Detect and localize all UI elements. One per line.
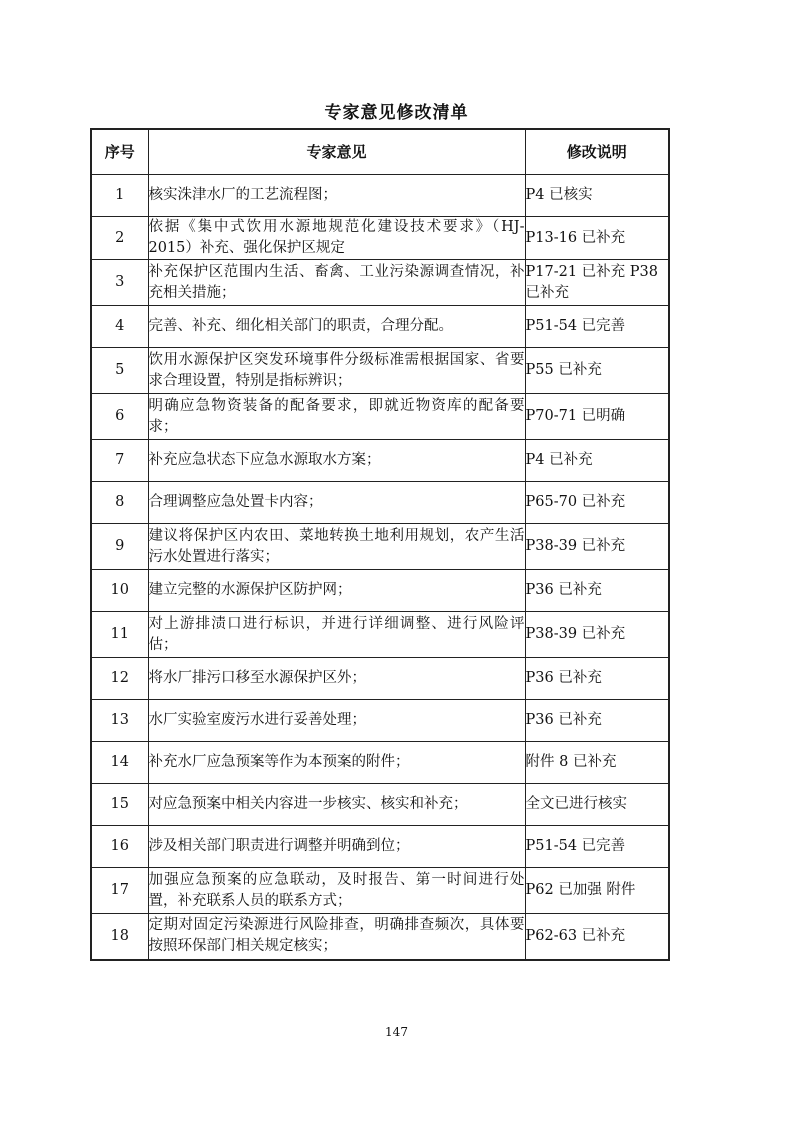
row-number: 18	[91, 914, 148, 960]
row-opinion: 完善、补充、细化相关部门的职责，合理分配。	[148, 306, 525, 348]
table-row	[91, 440, 669, 482]
row-opinion: 核实洙津水厂的工艺流程图；	[148, 175, 525, 217]
table-row	[91, 217, 669, 260]
table-row	[91, 260, 669, 306]
table-row	[91, 700, 669, 742]
table-row	[91, 524, 669, 570]
row-status: P51-54 已完善	[525, 306, 669, 348]
table-row	[91, 742, 669, 784]
row-status: P4 已补充	[525, 440, 669, 482]
row-status: P36 已补充	[525, 700, 669, 742]
row-number: 10	[91, 570, 148, 612]
row-number: 8	[91, 482, 148, 524]
row-opinion: 明确应急物资装备的配备要求，即就近物资库的配备要求；	[148, 394, 525, 440]
row-opinion: 对上游排渍口进行标识，并进行详细调整、进行风险评估；	[148, 612, 525, 658]
row-number: 1	[91, 175, 148, 217]
table-row	[91, 868, 669, 914]
row-opinion: 建议将保护区内农田、菜地转换土地利用规划，农产生活污水处置进行落实；	[148, 524, 525, 570]
table-row	[91, 570, 669, 612]
row-status: P51-54 已完善	[525, 826, 669, 868]
row-number: 2	[91, 217, 148, 260]
row-status: P17-21 已补充 P38 已补充	[525, 260, 669, 306]
table-row	[91, 348, 669, 394]
row-status: P65-70 已补充	[525, 482, 669, 524]
row-opinion: 将水厂排污口移至水源保护区外；	[148, 658, 525, 700]
row-number: 6	[91, 394, 148, 440]
row-number: 13	[91, 700, 148, 742]
table-row	[91, 658, 669, 700]
row-opinion: 建立完整的水源保护区防护网；	[148, 570, 525, 612]
row-status: P62-63 已补充	[525, 914, 669, 960]
row-opinion: 涉及相关部门职责进行调整并明确到位；	[148, 826, 525, 868]
row-status: P62 已加强 附件	[525, 868, 669, 914]
row-status: P38-39 已补充	[525, 612, 669, 658]
row-opinion: 依据《集中式饮用水源地规范化建设技术要求》（HJ-2015）补充、强化保护区规定	[148, 217, 525, 260]
row-opinion: 定期对固定污染源进行风险排查，明确排查频次，具体要按照环保部门相关规定核实；	[148, 914, 525, 960]
row-opinion: 饮用水源保护区突发环境事件分级标准需根据国家、省要求合理设置，特别是指标辨识；	[148, 348, 525, 394]
table-row	[91, 306, 669, 348]
row-number: 14	[91, 742, 148, 784]
table-row	[91, 914, 669, 960]
table-row	[91, 394, 669, 440]
row-opinion: 补充应急状态下应急水源取水方案；	[148, 440, 525, 482]
table-row	[91, 784, 669, 826]
document-title: 专家意见修改清单	[324, 103, 469, 123]
row-status: P38-39 已补充	[525, 524, 669, 570]
header-status: 修改说明	[525, 129, 669, 175]
table-row	[91, 482, 669, 524]
row-status: P4 已核实	[525, 175, 669, 217]
row-status: P13-16 已补充	[525, 217, 669, 260]
row-number: 12	[91, 658, 148, 700]
row-opinion: 补充水厂应急预案等作为本预案的附件；	[148, 742, 525, 784]
row-opinion: 加强应急预案的应急联动，及时报告、第一时间进行处置，补充联系人员的联系方式；	[148, 868, 525, 914]
row-opinion: 水厂实验室废污水进行妥善处理；	[148, 700, 525, 742]
row-status: P70-71 已明确	[525, 394, 669, 440]
row-number: 9	[91, 524, 148, 570]
row-status: P36 已补充	[525, 570, 669, 612]
page-number: 147	[385, 1025, 408, 1039]
row-status: 全文已进行核实	[525, 784, 669, 826]
row-number: 4	[91, 306, 148, 348]
table-header-row	[91, 129, 669, 175]
row-number: 15	[91, 784, 148, 826]
row-number: 5	[91, 348, 148, 394]
table-row	[91, 175, 669, 217]
row-status: 附件 8 已补充	[525, 742, 669, 784]
row-number: 7	[91, 440, 148, 482]
row-opinion: 补充保护区范围内生活、畜禽、工业污染源调查情况，补充相关措施；	[148, 260, 525, 306]
header-opinion: 专家意见	[148, 129, 525, 175]
row-opinion: 对应急预案中相关内容进一步核实、核实和补充；	[148, 784, 525, 826]
table-row	[91, 612, 669, 658]
row-number: 17	[91, 868, 148, 914]
row-opinion: 合理调整应急处置卡内容；	[148, 482, 525, 524]
row-status: P55 已补充	[525, 348, 669, 394]
table-row	[91, 826, 669, 868]
header-num: 序号	[91, 129, 148, 175]
row-number: 3	[91, 260, 148, 306]
row-number: 16	[91, 826, 148, 868]
row-number: 11	[91, 612, 148, 658]
expert-opinion-table	[90, 128, 670, 961]
row-status: P36 已补充	[525, 658, 669, 700]
